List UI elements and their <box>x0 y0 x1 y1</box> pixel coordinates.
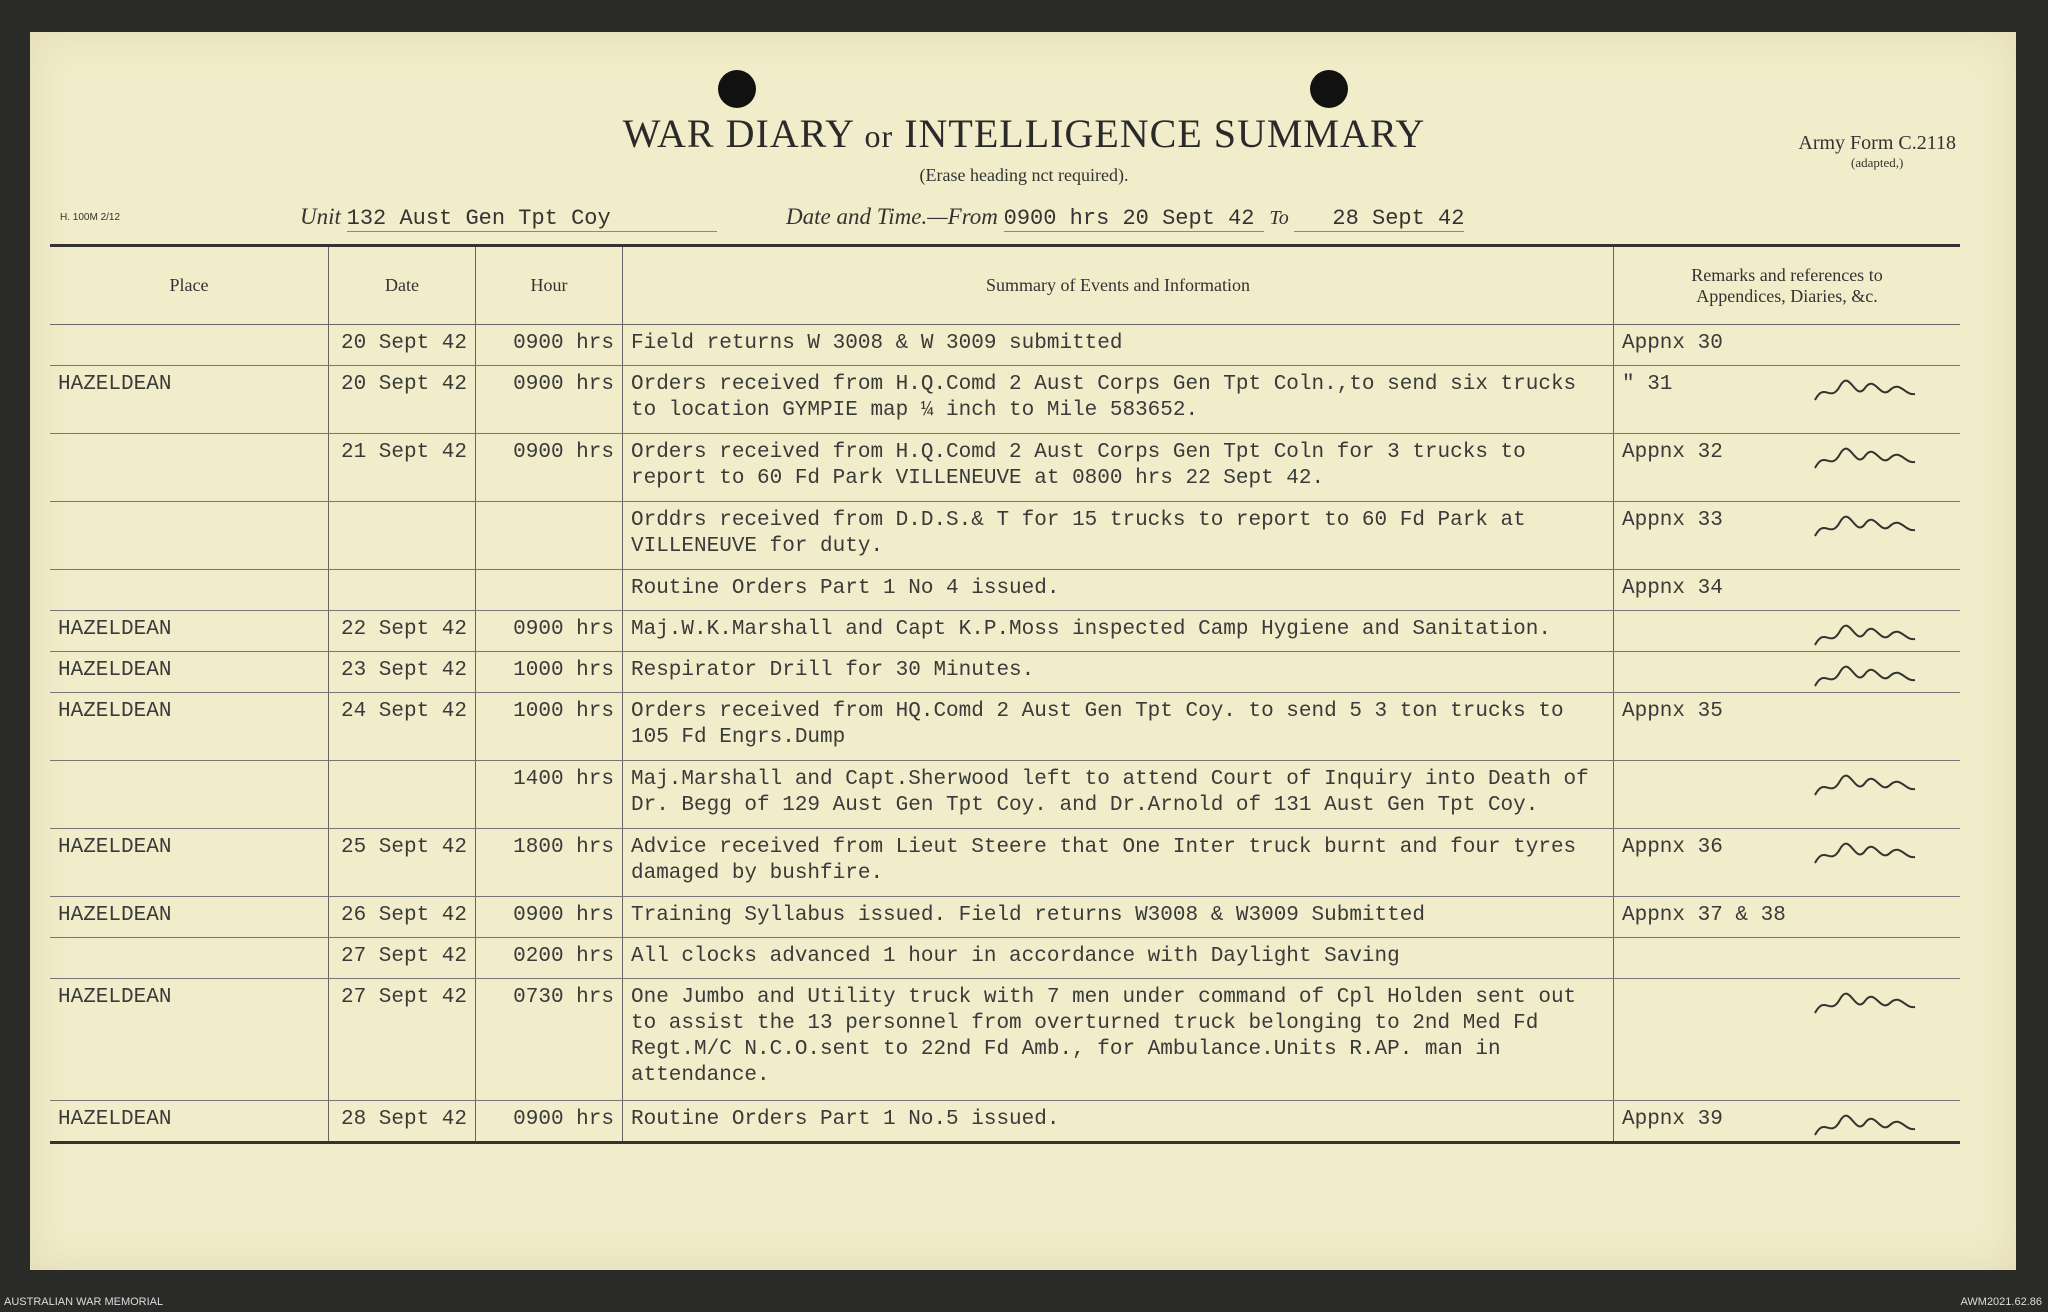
entry-date-text: 27 Sept 42 <box>340 944 467 968</box>
entry-hour <box>476 1101 623 1143</box>
entry-place <box>50 325 329 366</box>
entry-date-text: 20 Sept 42 <box>340 332 467 355</box>
entry-summary <box>623 502 1614 570</box>
entry-place-text: HAZELDEAN <box>58 617 172 641</box>
table-header-row <box>50 246 1960 325</box>
entry-summary <box>623 325 1614 366</box>
entry-summary <box>623 651 1614 692</box>
entry-summary <box>623 610 1614 651</box>
col-date: Date <box>329 246 476 325</box>
diary-body <box>50 325 1960 1143</box>
table-row <box>50 651 1960 692</box>
entry-date <box>329 896 476 937</box>
title-intelligence-summary: INTELLIGENCE SUMMARY <box>904 111 1426 156</box>
entry-date <box>329 610 476 651</box>
table-row <box>50 760 1960 828</box>
entry-summary-text: Maj.Marshall and Capt.Sherwood left to attend Court of Inquiry into Death of Dr. Begg of 129 Aust Gen Tpt Coy. and Dr.Arnold of 131 Aust Gen Tpt Coy. <box>631 767 1589 817</box>
entry-remark <box>1614 896 1961 937</box>
col-place: Place <box>50 246 329 325</box>
entry-remark-text: Appnx 30 <box>1622 332 1723 355</box>
entry-date <box>329 365 476 433</box>
entry-hour <box>476 325 623 366</box>
table-row <box>50 365 1960 433</box>
entry-place <box>50 570 329 611</box>
entry-place-text: HAZELDEAN <box>58 985 172 1009</box>
entry-summary <box>623 896 1614 937</box>
entry-hour-text: 0900 hrs <box>513 332 614 355</box>
entry-summary-text: Orders received from H.Q.Comd 2 Aust Corps Gen Tpt Coln.,to send six trucks to location GYMPIE map ¼ inch to Mile 583652. <box>631 372 1577 422</box>
punch-hole-left <box>718 70 756 108</box>
entry-remark <box>1614 692 1961 760</box>
entry-summary-text: Orddrs received from D.D.S.& T for 15 trucks to report to 60 Fd Park at VILLENEUVE for duty. <box>631 509 1526 558</box>
entry-summary <box>623 365 1614 433</box>
entry-date-text: 21 Sept 42 <box>340 440 467 464</box>
entry-remark <box>1614 760 1961 828</box>
entry-hour <box>476 978 623 1101</box>
entry-date <box>329 433 476 501</box>
entry-date <box>329 570 476 611</box>
entry-place <box>50 896 329 937</box>
entry-summary <box>623 760 1614 828</box>
entry-hour <box>476 760 623 828</box>
entry-date <box>329 692 476 760</box>
table-row <box>50 570 1960 611</box>
entry-summary <box>623 570 1614 611</box>
entry-summary <box>623 433 1614 501</box>
entry-hour-text: 0900 hrs <box>513 1108 614 1132</box>
entry-remark <box>1614 325 1961 366</box>
entry-hour <box>476 502 623 570</box>
entry-place <box>50 828 329 896</box>
entry-hour-text: 0200 hrs <box>513 944 614 968</box>
col-summary: Summary of Events and Information <box>623 246 1614 325</box>
entry-remark <box>1614 502 1961 570</box>
entry-date-text: 28 Sept 42 <box>340 1108 467 1132</box>
title-or: or <box>864 118 894 154</box>
date-label: Date and Time.—From <box>786 204 998 229</box>
entry-remark-text: " 31 <box>1622 372 1673 396</box>
entry-date-text: 23 Sept 42 <box>340 658 467 682</box>
page-subtitle: (Erase heading nct required). <box>919 165 1129 185</box>
table-row <box>50 828 1960 896</box>
entry-remark <box>1614 978 1961 1101</box>
entry-date-text: 20 Sept 42 <box>340 372 467 396</box>
initials-signature-icon <box>1810 1111 1920 1145</box>
entry-hour <box>476 692 623 760</box>
table-row <box>50 692 1960 760</box>
entry-remark <box>1614 1101 1961 1143</box>
entry-date-text: 22 Sept 42 <box>340 617 467 641</box>
entry-date-text: 24 Sept 42 <box>340 699 467 723</box>
entry-hour-text: 0730 hrs <box>513 985 614 1009</box>
entry-summary-text: Maj.W.K.Marshall and Capt K.P.Moss inspected Camp Hygiene and Sanitation. <box>631 617 1551 641</box>
table-row <box>50 896 1960 937</box>
col-remarks-line2: Appendices, Diaries, &c. <box>1696 285 1878 306</box>
entry-date-text: 25 Sept 42 <box>340 835 467 859</box>
entry-place <box>50 365 329 433</box>
entry-place-text: HAZELDEAN <box>58 1108 172 1132</box>
initials-signature-icon <box>1810 771 1920 805</box>
form-ref-text: Army Form C.2118 <box>1798 132 1956 154</box>
entry-hour <box>476 896 623 937</box>
entry-date <box>329 651 476 692</box>
entry-place-text: HAZELDEAN <box>58 699 172 723</box>
entry-place <box>50 610 329 651</box>
table-row <box>50 502 1960 570</box>
initials-signature-icon <box>1810 512 1920 546</box>
table-row <box>50 937 1960 978</box>
diary-table <box>50 244 1960 1144</box>
entry-hour-text: 0900 hrs <box>513 903 614 927</box>
entry-place <box>50 433 329 501</box>
entry-remark <box>1614 651 1961 692</box>
col-remarks <box>1614 246 1961 325</box>
footer-left: AUSTRALIAN WAR MEMORIAL <box>4 1296 164 1308</box>
entry-date <box>329 978 476 1101</box>
entry-remark <box>1614 828 1961 896</box>
entry-place <box>50 502 329 570</box>
entry-date <box>329 760 476 828</box>
entry-summary <box>623 828 1614 896</box>
entry-summary-text: Advice received from Lieut Steere that One Inter truck burnt and four tyres damaged by bushfire. <box>631 835 1577 885</box>
initials-signature-icon <box>1810 662 1920 696</box>
entry-summary-text: All clocks advanced 1 hour in accordance with Daylight Saving <box>631 944 1400 968</box>
entry-date-text: 26 Sept 42 <box>340 903 467 927</box>
entry-date <box>329 502 476 570</box>
table-row <box>50 433 1960 501</box>
entry-hour <box>476 828 623 896</box>
entry-summary-text: Routine Orders Part 1 No.5 issued. <box>631 1108 1060 1132</box>
unit-line <box>300 204 717 232</box>
date-from-value: 0900 hrs 20 Sept 42 <box>1004 206 1264 232</box>
entry-date <box>329 1101 476 1143</box>
table-row <box>50 1101 1960 1143</box>
col-remarks-line1: Remarks and references to <box>1691 264 1883 285</box>
entry-hour <box>476 651 623 692</box>
entry-remark-text: Appnx 32 <box>1622 440 1723 464</box>
form-adapted-text: (adapted,) <box>1851 155 1904 170</box>
entry-place <box>50 937 329 978</box>
date-to-value: 28 Sept 42 <box>1294 206 1464 232</box>
entry-summary-text: Orders received from H.Q.Comd 2 Aust Corps Gen Tpt Coln for 3 trucks to report to 60 Fd Park VILLENEUVE at 0800 hrs 22 Sept 42. <box>631 440 1526 490</box>
entry-remark-text: Appnx 36 <box>1622 835 1723 859</box>
initials-signature-icon <box>1810 444 1920 478</box>
entry-hour <box>476 570 623 611</box>
footer-right: AWM2021.62.86 <box>1960 1296 2042 1308</box>
entry-hour <box>476 937 623 978</box>
entry-remark <box>1614 433 1961 501</box>
entry-remark <box>1614 937 1961 978</box>
entry-date <box>329 325 476 366</box>
entry-hour-text: 0900 hrs <box>513 617 614 641</box>
entry-hour <box>476 610 623 651</box>
entry-remark-text: Appnx 34 <box>1622 577 1723 601</box>
initials-signature-icon <box>1810 839 1920 873</box>
entry-place-text: HAZELDEAN <box>58 658 172 682</box>
entry-summary-text: One Jumbo and Utility truck with 7 men under command of Cpl Holden sent out to assist the 13 personnel from overturned truck belonging to 2nd Med Fd Regt.M/C N.C.O.sent to 22nd Fd Amb., for Ambulance.Units R.AP. man in attendance. <box>631 985 1577 1087</box>
entry-hour-text: 0900 hrs <box>513 372 614 396</box>
unit-label: Unit <box>300 204 341 229</box>
entry-hour-text: 1000 hrs <box>513 699 614 723</box>
title-war-diary: WAR DIARY <box>622 111 854 156</box>
entry-summary-text: Routine Orders Part 1 No 4 issued. <box>631 577 1060 601</box>
unit-value: 132 Aust Gen Tpt Coy <box>347 206 717 232</box>
entry-date <box>329 828 476 896</box>
punch-hole-right <box>1310 70 1348 108</box>
entry-place-text: HAZELDEAN <box>58 372 172 396</box>
entry-hour-text: 1400 hrs <box>513 767 614 791</box>
entry-summary <box>623 692 1614 760</box>
entry-summary-text: Training Syllabus issued. Field returns W3008 & W3009 Submitted <box>631 903 1425 927</box>
entry-hour-text: 1000 hrs <box>513 658 614 682</box>
entry-date <box>329 937 476 978</box>
date-line <box>786 204 1464 232</box>
entry-place <box>50 1101 329 1143</box>
page-title <box>0 110 2048 157</box>
entry-remark <box>1614 570 1961 611</box>
initials-signature-icon <box>1810 376 1920 410</box>
entry-place <box>50 651 329 692</box>
col-hour: Hour <box>476 246 623 325</box>
entry-remark-text: Appnx 35 <box>1622 699 1723 723</box>
entry-date-text: 27 Sept 42 <box>340 985 467 1009</box>
entry-summary <box>623 1101 1614 1143</box>
entry-place-text: HAZELDEAN <box>58 903 172 927</box>
table-row <box>50 978 1960 1101</box>
entry-remark <box>1614 610 1961 651</box>
initials-signature-icon <box>1810 989 1920 1023</box>
date-to-label: To <box>1269 207 1289 229</box>
entry-hour <box>476 433 623 501</box>
entry-remark-text: Appnx 39 <box>1622 1108 1723 1132</box>
entry-place <box>50 692 329 760</box>
entry-summary-text: Respirator Drill for 30 Minutes. <box>631 658 1035 682</box>
entry-summary-text: Orders received from HQ.Comd 2 Aust Gen Tpt Coy. to send 5 3 ton trucks to 105 Fd Engrs.Dump <box>631 699 1564 749</box>
entry-place <box>50 760 329 828</box>
entry-summary-text: Field returns W 3008 & W 3009 submitted <box>631 332 1123 355</box>
entry-hour-text: 0900 hrs <box>513 440 614 464</box>
entry-hour-text: 1800 hrs <box>513 835 614 859</box>
entry-place <box>50 978 329 1101</box>
entry-summary <box>623 937 1614 978</box>
entry-remark-text: Appnx 33 <box>1622 509 1723 532</box>
h-code: H. 100M 2/12 <box>60 212 121 223</box>
entry-remark <box>1614 365 1961 433</box>
entry-summary <box>623 978 1614 1101</box>
entry-remark-text: Appnx 37 & 38 <box>1622 903 1786 927</box>
entry-hour <box>476 365 623 433</box>
table-row <box>50 610 1960 651</box>
table-row <box>50 325 1960 366</box>
initials-signature-icon <box>1810 621 1920 655</box>
entry-place-text: HAZELDEAN <box>58 835 172 859</box>
